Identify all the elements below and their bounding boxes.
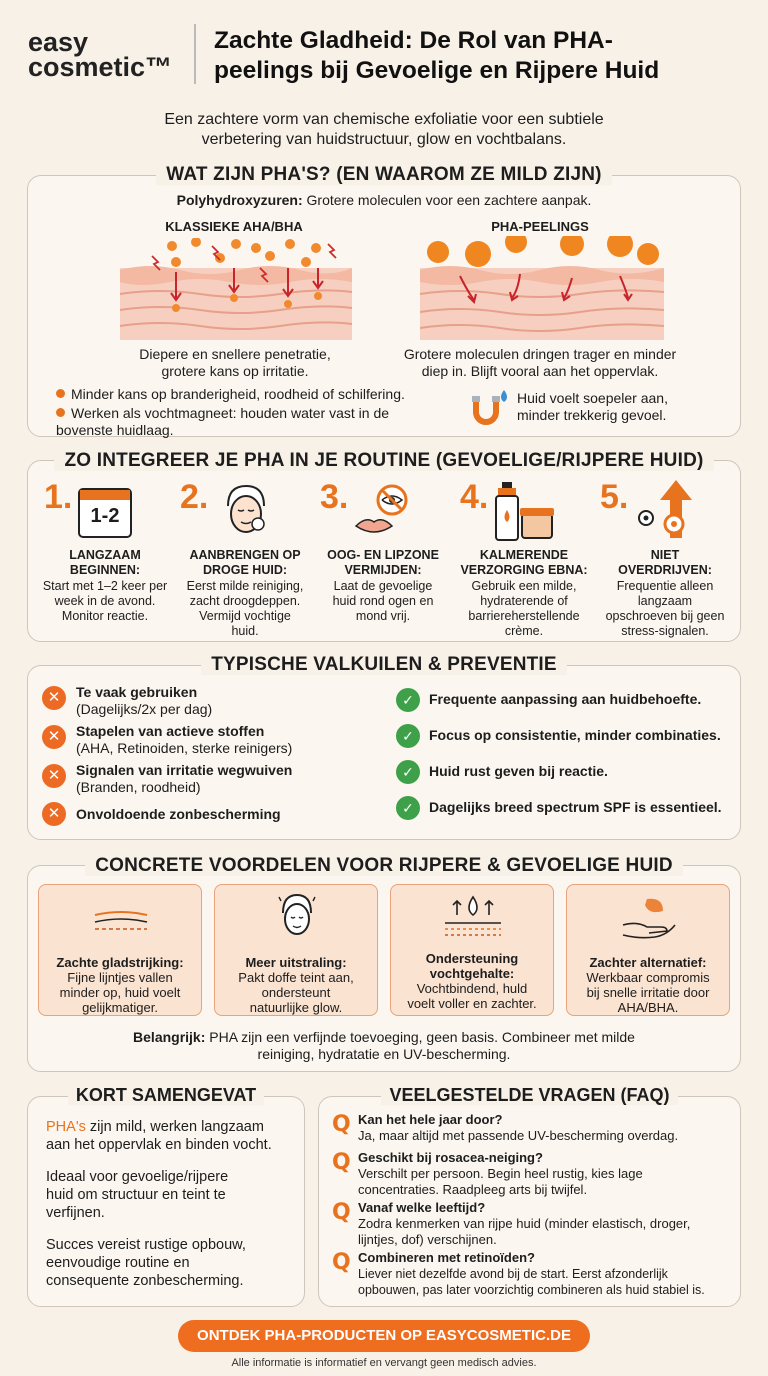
check-icon: ✓: [396, 760, 420, 784]
faq-section-title: VEELGESTELDE VRAGEN (FAQ): [318, 1085, 741, 1106]
what-bullets: Minder kans op branderigheid, roodheid of schilfering. Werken als vochtmagneet: houden water vast in de bovenste huidlaag.: [56, 386, 405, 438]
pitfalls-section-title: TYPISCHE VALKUILEN & PREVENTIE: [0, 654, 768, 676]
pha-caption: Grotere moleculen dringen trager en minder diep in. Blijft vooral aan het oppervlak.: [403, 346, 677, 379]
check-icon: ✓: [396, 688, 420, 712]
benefit-card: Zachter alternatief: Werkbaar compromis bij snelle irritatie door AHA/BHA.: [566, 884, 730, 1016]
q-icon: Q: [332, 1200, 351, 1225]
benefits-note: Belangrijk: PHA zijn een verfijnde toevoeging, geen basis. Combineer met milde reiniging, hydratatie en UV-bescherming.: [133, 1029, 635, 1062]
q-icon: Q: [332, 1112, 351, 1137]
summary-section-title: KORT SAMENGEVAT: [27, 1085, 305, 1106]
step-number-4: 4.: [460, 478, 489, 516]
check-icon: ✓: [396, 796, 420, 820]
step-number-2: 2.: [180, 478, 209, 516]
q-icon: Q: [332, 1150, 351, 1175]
x-icon: ✕: [42, 725, 66, 749]
q-icon: Q: [332, 1250, 351, 1275]
aha-skin-illustration: [120, 238, 352, 340]
aha-label: KLASSIEKE AHA/BHA: [165, 219, 303, 234]
calendar-icon: 1-2: [78, 488, 132, 538]
step-number-5: 5.: [600, 478, 629, 516]
page-title: Zachte Gladheid: De Rol van PHA- peelings bij Gevoelige en Rijpere Huid: [214, 27, 660, 84]
smoothing-lines-icon: [91, 907, 151, 937]
bullet-dot-icon: [56, 389, 65, 398]
cream-bottle-icon: [492, 480, 556, 542]
x-icon: ✕: [42, 764, 66, 788]
magnet-caption: Huid voelt soepeler aan, minder trekkerig gevoel.: [517, 390, 668, 423]
brand-logo: [28, 27, 173, 82]
bullet-dot-icon: [56, 408, 65, 417]
aha-caption: Diepere en snellere penetratie, grotere kans op irritatie.: [139, 346, 331, 379]
moisture-drop-icon: [443, 895, 503, 939]
benefit-card: Ondersteuning vochtgehalte: Vochtbindend, huld voelt voller en zachter.: [390, 884, 554, 1016]
header-divider: [194, 24, 196, 84]
pha-skin-illustration: [420, 236, 664, 340]
benefit-card: Meer uitstraling: Pakt doffe teint aan, ondersteunt natuurlijke glow.: [214, 884, 378, 1016]
routine-section-title: ZO INTEGREER JE PHA IN JE ROUTINE (GEVOELIGE/RIJPERE HUID): [0, 450, 768, 472]
hand-leaf-icon: [619, 895, 679, 941]
brand-line2: cosmetic™: [28, 52, 173, 82]
cta-button[interactable]: ONTDEK PHA-PRODUCTEN OP EASYCOSMETIC.DE: [178, 1320, 590, 1352]
no-eye-lip-icon: [352, 482, 414, 542]
what-section-title: WAT ZIJN PHA'S? (EN WAAROM ZE MILD ZIJN): [0, 164, 768, 186]
disclaimer: Alle informatie is informatief en vervangt geen medisch advies.: [231, 1357, 537, 1369]
x-icon: ✕: [42, 802, 66, 826]
magnet-droplet-icon: [470, 390, 510, 426]
gears-arrow-icon: [634, 478, 696, 542]
radiant-face-icon: [275, 891, 319, 943]
benefits-section-title: CONCRETE VOORDELEN VOOR RIJPERE & GEVOELIGE HUID: [0, 855, 768, 877]
check-icon: ✓: [396, 724, 420, 748]
intro-text: Een zachtere vorm van chemische exfoliatie voor een subtiele verbetering van huidstructuur, glow en vochtbalans.: [164, 111, 604, 148]
step-number-1: 1.: [44, 478, 73, 516]
x-icon: ✕: [42, 686, 66, 710]
step-number-3: 3.: [320, 478, 349, 516]
pha-label: PHA-PEELINGS: [491, 219, 589, 234]
summary-text: PHA's zijn mild, werken langzaam aan het oppervlak en binden vocht. Ideaal voor gevoelige/rijpere huid om structuur en teint te verfijnen. Succes vereist rustige opbouw, eenvoudige routine en consequente zonbescherming.: [46, 1119, 272, 1289]
brand-line1: easy: [28, 27, 89, 57]
what-subtitle: Polyhydroxyzuren: Grotere moleculen voor een zachtere aanpak.: [176, 192, 592, 208]
face-cleansing-icon: [218, 482, 274, 540]
benefit-card: Zachte gladstrijking: Fijne lijntjes vallen minder op, huid voelt gelijkmatiger.: [38, 884, 202, 1016]
